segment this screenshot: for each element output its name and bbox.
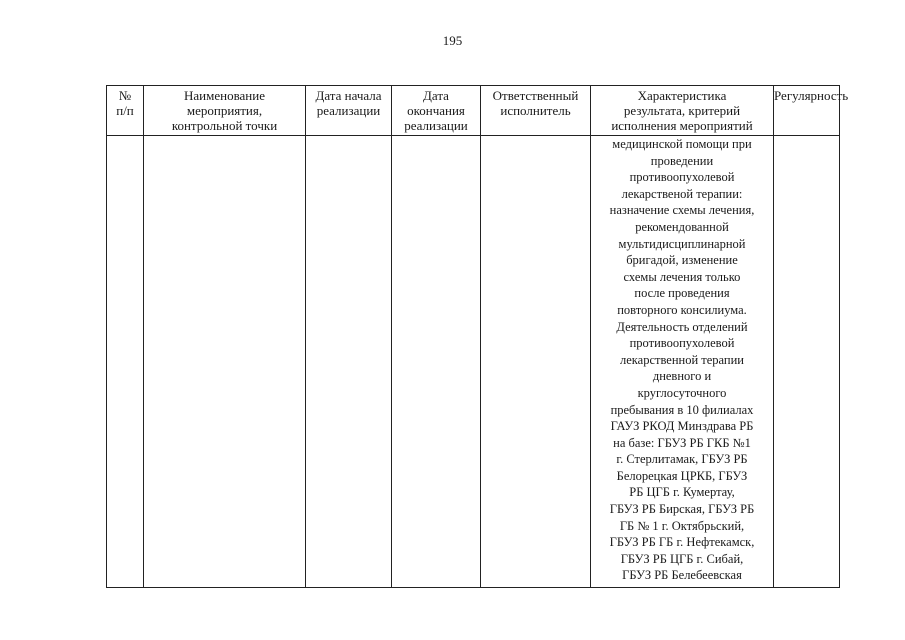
header-start-date [306, 86, 392, 136]
result-line: ГБУЗ РБ ГБ г. Нефтекамск, [609, 535, 755, 550]
header-number-line-1: № [118, 88, 132, 103]
table-header-row [107, 86, 840, 136]
result-line: ГБУЗ РБ Белебеевская [622, 568, 742, 583]
result-line: круглосуточного [637, 385, 727, 400]
page-number: 195 [442, 33, 463, 48]
header-end-date [392, 86, 481, 136]
result-line: Белорецкая ЦРКБ, ГБУЗ [616, 468, 748, 483]
result-line: на базе: ГБУЗ РБ ГКБ №1 [613, 435, 751, 450]
header-name [144, 86, 306, 136]
header-result-line-3: исполнения мероприятий [611, 118, 753, 133]
result-line: бригадой, изменение [626, 253, 738, 268]
result-line: дневного и [652, 369, 712, 384]
result-line: ГБУЗ РБ Бирская, ГБУЗ РБ [609, 502, 755, 517]
header-name-line-2: мероприятия, [186, 103, 263, 118]
result-line: проведении [650, 153, 714, 168]
result-line: лекарственной терапии [619, 352, 744, 367]
result-line: ГБУЗ РБ ЦГБ г. Сибай, [620, 551, 744, 566]
result-line: после проведения [634, 286, 730, 301]
header-name-line-3: контрольной точки [171, 118, 278, 133]
header-result [591, 86, 774, 136]
header-start-date-line-2: реализации [316, 103, 381, 118]
result-line: лекарственой терапии: [621, 186, 743, 201]
result-line: медицинской помощи при [612, 137, 752, 151]
header-regularity-line-1: Регулярность [774, 88, 849, 103]
result-line: назначение схемы лечения, [609, 203, 755, 218]
cell-regularity [774, 136, 840, 588]
header-responsible [481, 86, 591, 136]
cell-result [591, 136, 774, 588]
header-end-date-line-2: окончания [407, 103, 465, 118]
table-row [107, 136, 840, 588]
result-line: мультидисциплинарной [618, 236, 746, 251]
header-responsible-line-1: Ответственный [492, 88, 579, 103]
result-line: схемы лечения только [623, 269, 741, 284]
header-result-line-1: Характеристика [637, 88, 727, 103]
result-line: рекомендованной [635, 219, 729, 234]
result-line: противоопухолевой [629, 336, 735, 351]
header-result-line-2: результата, критерий [623, 103, 741, 118]
result-line: ГБ № 1 г. Октябрьский, [619, 518, 745, 533]
result-line: г. Стерлитамак, ГБУЗ РБ [616, 452, 748, 467]
header-end-date-line-1: Дата [423, 88, 449, 103]
result-line: ГАУЗ РКОД Минздрава РБ [610, 419, 754, 434]
header-end-date-line-3: реализации [404, 118, 468, 133]
header-regularity [774, 86, 849, 136]
cell-number [107, 136, 144, 588]
cell-start-date [306, 136, 392, 588]
cell-name [144, 136, 306, 588]
measures-table [106, 85, 849, 588]
result-line: РБ ЦГБ г. Кумертау, [629, 485, 735, 500]
result-line: повторного консилиума. [617, 302, 747, 317]
header-number [107, 86, 144, 136]
result-line: пребывания в 10 филиалах [610, 402, 754, 417]
header-responsible-line-2: исполнитель [500, 103, 571, 118]
header-start-date-line-1: Дата начала [315, 88, 382, 103]
result-line: Деятельность отделений [616, 319, 748, 334]
cell-end-date [392, 136, 481, 588]
result-line: противоопухолевой [629, 170, 735, 185]
cell-responsible [481, 136, 591, 588]
header-number-line-2: п/п [116, 103, 134, 118]
header-name-line-1: Наименование [184, 88, 265, 103]
